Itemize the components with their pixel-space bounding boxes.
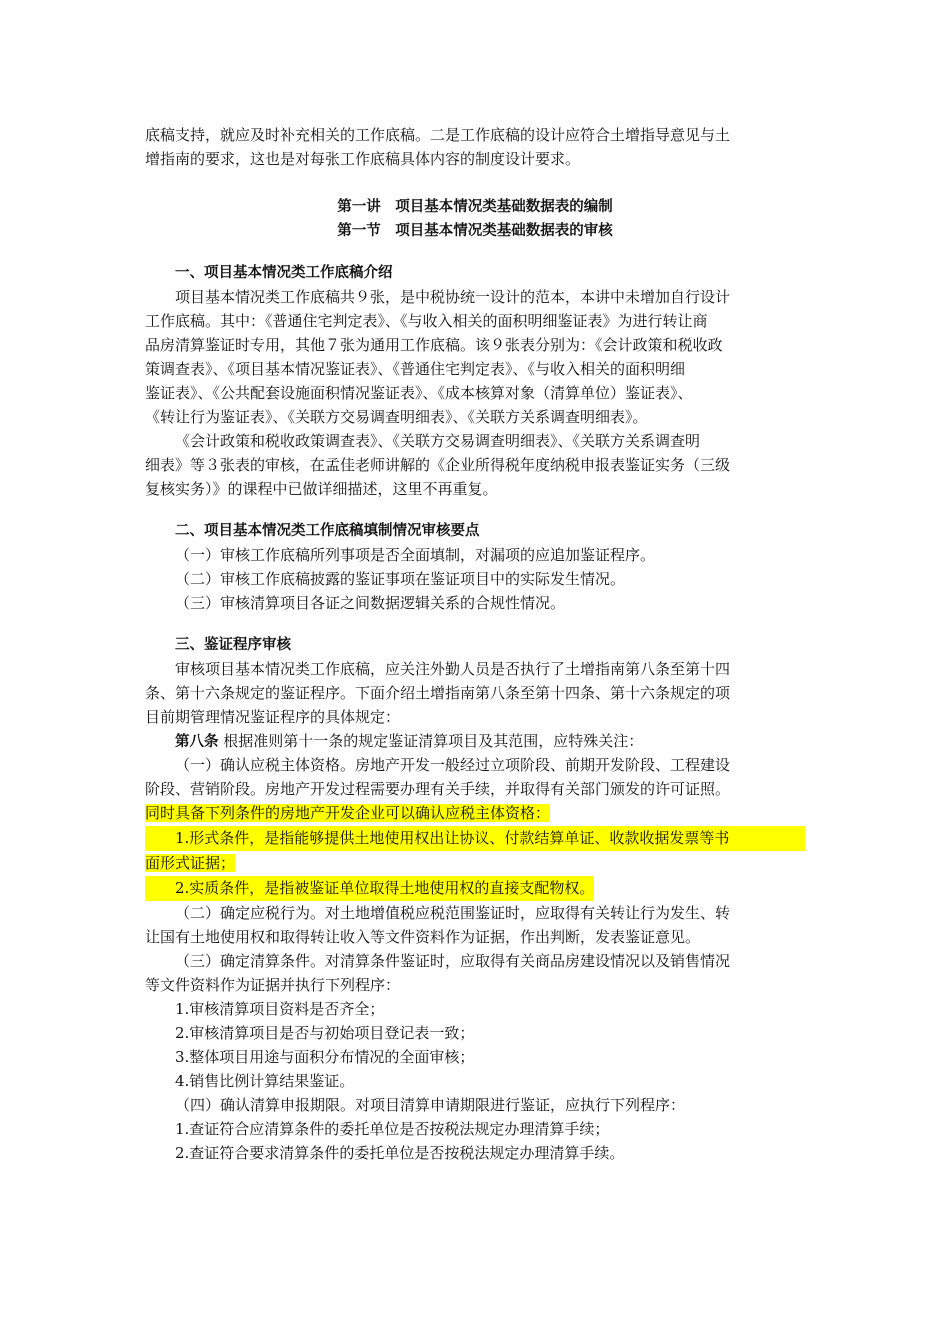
section-title: 第一节 项目基本情况类基础数据表的审核 bbox=[337, 223, 613, 239]
article-text: 根据准则第十一条的规定鉴证清算项目及其范围，应特殊关注： bbox=[218, 732, 644, 750]
paragraph-line: 项目基本情况类工作底稿共９张，是中税协统一设计的范本，本讲中未增加自行设计 bbox=[175, 288, 731, 306]
paragraph-line: （三）确定清算条件。对清算条件鉴证时，应取得有关商品房建设情况以及销售情况 bbox=[175, 952, 731, 970]
paragraph-line: 策调查表》、《项目基本情况鉴证表》、《普通住宅判定表》、《与收入相关的面积明细 bbox=[145, 360, 686, 378]
list-item: （三）审核清算项目各证之间数据逻辑关系的合规性情况。 bbox=[175, 594, 566, 612]
paragraph-line: 鉴证表》、《公共配套设施面积情况鉴证表》、《成本核算对象（清算单位）鉴证表》、 bbox=[145, 384, 693, 402]
list-item: 4.销售比例计算结果鉴证。 bbox=[175, 1072, 355, 1090]
lecture-title: 第一讲 项目基本情况类基础数据表的编制 bbox=[337, 199, 613, 215]
paragraph-line: （一）确认应税主体资格。房地产开发一般经过立项阶段、前期开发阶段、工程建设 bbox=[175, 756, 731, 774]
paragraph-line: 条、第十六条规定的鉴证程序。下面介绍土增指南第八条至第十四条、第十六条规定的项 bbox=[145, 684, 731, 702]
intro-line: 底稿支持，就应及时补充相关的工作底稿。二是工作底稿的设计应符合土增指导意见与土 bbox=[145, 126, 731, 144]
paragraph-line: （四）确认清算申报期限。对项目清算申请期限进行鉴证，应执行下列程序： bbox=[175, 1096, 686, 1114]
part3-heading: 三、鉴证程序审核 bbox=[175, 637, 291, 653]
list-item: 1.审核清算项目资料是否齐全； bbox=[175, 1000, 385, 1018]
paragraph-line: 等文件资料作为证据并执行下列程序： bbox=[145, 976, 401, 994]
highlighted-line: 面形式证据； bbox=[145, 854, 236, 872]
article-line bbox=[145, 729, 805, 753]
paragraph-line: （二）确定应税行为。对土地增值税应税范围鉴证时，应取得有关转让行为发生、转 bbox=[175, 904, 731, 922]
list-item: 2.查证符合要求清算条件的委托单位是否按税法规定办理清算手续。 bbox=[175, 1144, 625, 1162]
highlighted-line: 2.实质条件，是指被鉴证单位取得土地使用权的直接支配物权。 bbox=[145, 876, 805, 901]
list-item: （一）审核工作底稿所列事项是否全面填制，对漏项的应追加鉴证程序。 bbox=[175, 546, 656, 564]
intro-line: 增指南的要求，这也是对每张工作底稿具体内容的制度设计要求。 bbox=[145, 150, 581, 168]
part1-heading: 一、项目基本情况类工作底稿介绍 bbox=[175, 265, 393, 281]
paragraph-line: 审核项目基本情况类工作底稿，应关注外勤人员是否执行了土增指南第八条至第十四 bbox=[175, 660, 731, 678]
paragraph-line: 目前期管理情况鉴证程序的具体规定： bbox=[145, 708, 401, 726]
paragraph-line: 让国有土地使用权和取得转让收入等文件资料作为证据，作出判断，发表鉴证意见。 bbox=[145, 928, 701, 946]
part2-heading: 二、项目基本情况类工作底稿填制情况审核要点 bbox=[175, 523, 480, 539]
document-body bbox=[145, 123, 805, 1165]
paragraph-line: 工作底稿。其中：《普通住宅判定表》、《与收入相关的面积明细鉴证表》为进行转让商 bbox=[145, 312, 708, 330]
article-label: 第八条 bbox=[175, 734, 219, 750]
highlighted-line: 1.形式条件，是指能够提供土地使用权出让协议、付款结算单证、收款收据发票等书 bbox=[145, 826, 805, 851]
paragraph-line: 细表》等３张表的审核，在孟佳老师讲解的《企业所得税年度纳税申报表鉴证实务（三级 bbox=[145, 456, 731, 474]
list-item: 1.查证符合应清算条件的委托单位是否按税法规定办理清算手续； bbox=[175, 1120, 610, 1138]
paragraph-line: 《会计政策和税收政策调查表》、《关联方交易调查明细表》、《关联方关系调查明 bbox=[175, 432, 701, 450]
list-item: （二）审核工作底稿披露的鉴证事项在鉴证项目中的实际发生情况。 bbox=[175, 570, 626, 588]
paragraph-line: 《转让行为鉴证表》、《关联方交易调查明细表》、《关联方关系调查明细表》。 bbox=[145, 408, 648, 426]
list-item: 2.审核清算项目是否与初始项目登记表一致； bbox=[175, 1024, 475, 1042]
paragraph-line: 阶段、营销阶段。房地产开发过程需要办理有关手续，并取得有关部门颁发的许可证照。 bbox=[145, 780, 731, 798]
list-item: 3.整体项目用途与面积分布情况的全面审核； bbox=[175, 1048, 475, 1066]
paragraph-line: 品房清算鉴证时专用，其他７张为通用工作底稿。该９张表分别为：《会计政策和税收政 bbox=[145, 336, 723, 354]
highlighted-line: 同时具备下列条件的房地产开发企业可以确认应税主体资格： bbox=[145, 804, 551, 822]
paragraph-line: 复核实务）》的课程中已做详细描述，这里不再重复。 bbox=[145, 480, 498, 498]
